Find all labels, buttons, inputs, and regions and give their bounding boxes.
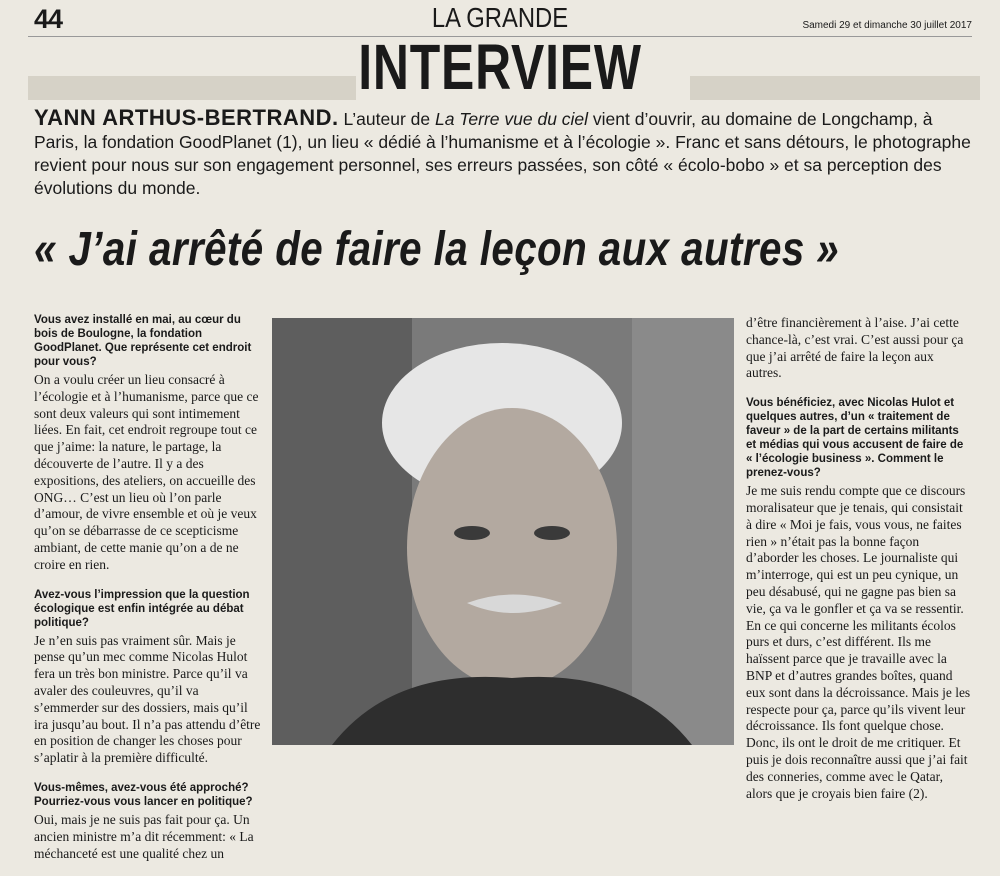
right-column: [746, 315, 972, 816]
issue-date: Samedi 29 et dimanche 30 juillet 2017: [802, 20, 972, 31]
left-column: [34, 313, 262, 876]
question-2: Avez-vous l’impression que la question écologique est enfin intégrée au débat politique?: [34, 588, 250, 629]
answer-3: Oui, mais je ne suis pas fait pour ça. Un ancien ministre m’a dit récemment: « La méchanceté est une qualité chez un: [34, 811, 254, 861]
question-4: Vous bénéficiez, avec Nicolas Hulot et quelques autres, d’un « traitement de faveur » de la part de certains militants et médias qui vous accusent de faire de « l’écologie business ». Comment le prenez-vous?: [746, 397, 964, 480]
portrait-photo: [272, 318, 734, 745]
answer-2: Je n’en suis pas vraiment sûr. Mais je pense qu’un mec comme Nicolas Hulot fera un très bon ministre. Parce qu’il va avaler des couleuvres, qu’il va s’emmerder sur des dossiers, mais qu’il ira jusqu’au bout. Il n’a pas attendu d’être en position de changer les choses pour s’aplatir à la première difficulté.: [34, 632, 261, 766]
intro-paragraph: [34, 106, 974, 200]
answer-continued: d’être financièrement à l’aise. J’ai cette chance-là, c’est vrai. C’est aussi pour ça que j’ai arrêté de faire la leçon aux autres.: [746, 315, 964, 381]
book-title: La Terre vue du ciel: [434, 109, 589, 129]
bleed-through-left: [28, 76, 356, 100]
answer-4: Je me suis rendu compte que ce discours moralisateur que je tenais, qui consistait à dire « Moi je fais, vous vous, ne faites rien » n’était pas la bonne façon d’aborder les choses. Le journaliste qui m’interroge, qui est un peu cynique, un peu désabusé, qui ne gagne pas bien sa vie, ça va le gonfler et ça va se ressentir. En ce qui concerne les militants écolos purs et durs, c’est différent. Ils me haïssent parce que je travaille avec la BNP et d’autres grandes boîtes, quand eux sont dans la décroissance. Mais je les respecte pour ça, parce qu’ils vivent leur décroissance. Ils font quelque chose. Donc, ils ont le droit de me critiquer. Et puis je dois reconnaître aussi que j’ai fait des conneries, comme avec le Qatar, alors que je croyais bien faire (2).: [746, 483, 971, 801]
section-title: INTERVIEW: [358, 31, 642, 103]
portrait-illustration: [272, 318, 734, 745]
bleed-through-right: [690, 76, 980, 100]
headline-quote: « J’ai arrêté de faire la leçon aux autres »: [34, 223, 840, 276]
intro-text-start: L’auteur de: [338, 109, 435, 129]
answer-1: On a voulu créer un lieu consacré à l’écologie et à l’humanisme, parce que ce sont deux valeurs qui sont intimement liées. En fait, cet endroit regroupe tout ce que j’aime: la nature, le partage, la découverte de l’autre. Il y a des expositions, des ateliers, on accueille des ONG… C’est un lieu où l’on parle d’amour, de vivre ensemble et où je veux qu’on se débarrasse de ce scepticisme ambiant, de cette manie qu’on a de ne croire en rien.: [34, 372, 259, 572]
section-kicker: LA GRANDE: [431, 2, 569, 33]
question-3: Vous-mêmes, avez-vous été approché? Pourriez-vous vous lancer en politique?: [34, 781, 253, 808]
interviewee-name: YANN ARTHUS-BERTRAND.: [34, 105, 339, 130]
page-number: 44: [34, 4, 63, 34]
question-1: Vous avez installé en mai, au cœur du bois de Boulogne, la fondation GoodPlanet. Que représente cet endroit pour vous?: [34, 314, 252, 368]
intro-text-end: vient d’ouvrir, au domaine de Longchamp, à Paris, la fondation GoodPlanet (1), un lieu « dédié à l’humanisme et à l’écologie ». Franc et sans détours, le photographe revient pour nous sur son engagement personnel, ses erreurs passées, son côté « écolo-bobo » et sa perception des évolutions du monde.: [34, 109, 971, 198]
